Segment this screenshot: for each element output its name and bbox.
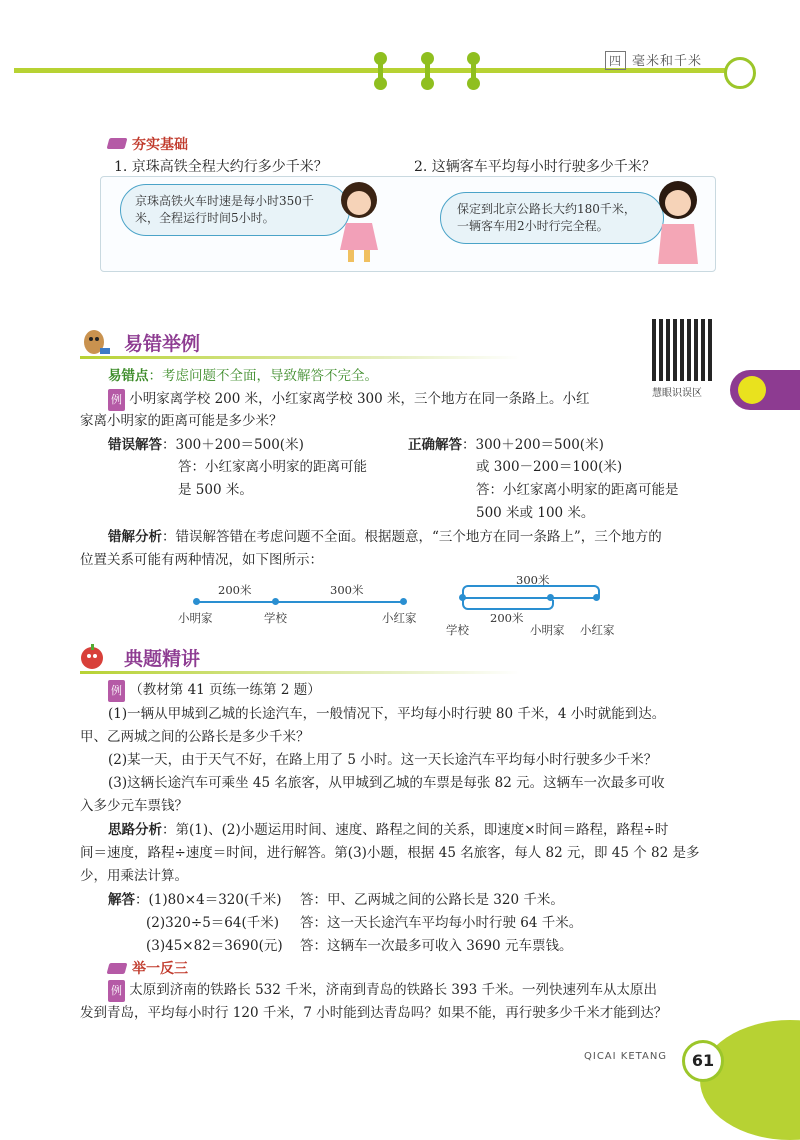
footer-brand: QICAI KETANG — [584, 1051, 668, 1062]
section-underline — [80, 671, 520, 674]
diagram2-label-3: 小红家 — [580, 623, 615, 637]
binder-pin-icon — [425, 54, 430, 88]
q1-bubble-text: 京珠高铁火车时速是每小时350千米，全程运行时间5小时。 — [135, 194, 314, 225]
typical-p3b: 入多少元车票钱？ — [80, 798, 188, 814]
mascot-logo-icon — [724, 57, 756, 89]
answer-1-calc: ：(1)80×4＝320(千米) — [135, 892, 282, 908]
diagram1-distance-2: 300米 — [330, 583, 364, 597]
chapter-heading — [605, 50, 702, 70]
typical-p3a: (3)这辆长途汽车可乘坐 45 名旅客，从甲城到乙城的车票是每张 82 元。这辆车一次最多可收 — [108, 775, 665, 791]
basics-tag: 夯实基础 — [132, 137, 188, 153]
analysis-label: 错解分析 — [108, 529, 162, 545]
right-label: 正确解答 — [408, 437, 462, 453]
diagram1-label-2: 学校 — [264, 611, 287, 625]
typical-title: 典题精讲 — [124, 648, 201, 670]
diagram2-dot — [593, 594, 600, 601]
potato-mascot-icon — [80, 328, 112, 358]
practice-text-2: 发到青岛，平均每小时行 120 千米，7 小时能到达青岛吗？如果不能，再行驶多少千米才能到达？ — [80, 1005, 668, 1021]
tag-icon — [107, 963, 128, 974]
analysis-text-2: 位置关系可能有两种情况，如下图所示： — [80, 552, 323, 568]
diagram1-distance-1: 200米 — [218, 583, 252, 597]
example-badge: 例 — [108, 389, 125, 411]
example-badge: 例 — [108, 680, 125, 702]
typical-source: （教材第 41 页练一练第 2 题） — [129, 682, 321, 698]
chapter-number: 四 — [605, 51, 626, 70]
diagram2-line — [462, 597, 596, 599]
answer-1-text: 答：甲、乙两城之间的公路长是 320 千米。 — [300, 892, 564, 908]
mistakes-title: 易错举例 — [124, 333, 201, 355]
practice-text-1: 太原到济南的铁路长 532 千米，济南到青岛的铁路长 393 千米。一列快速列车从太原出 — [129, 982, 657, 998]
example-text-1: 小明家离学校 200 米，小红家离学校 300 米，三个地方在同一条路上。小红 — [129, 391, 590, 407]
practice-tag: 举一反三 — [132, 961, 188, 977]
right-answer-1: 答：小红家离小明家的距离可能是 — [476, 482, 679, 498]
binder-pin-icon — [378, 54, 383, 88]
binder-pin-icon — [471, 54, 476, 88]
right-calc-1: ：300＋200＝500(米) — [462, 437, 604, 453]
q2-bubble-text: 保定到北京公路长大约180千米，一辆客车用2小时行完全程。 — [457, 202, 636, 233]
example-text-2: 家离小明家的距离可能是多少米？ — [80, 413, 283, 429]
chapter-title: 毫米和千米 — [632, 54, 703, 69]
diagram2-brace-bottom — [462, 600, 554, 610]
wrong-label: 错误解答 — [108, 437, 162, 453]
section-underline — [80, 356, 520, 359]
right-calc-2: 或 300－200＝100(米) — [476, 459, 623, 475]
diagram1-label-3: 小红家 — [382, 611, 417, 625]
mistake-point-label: 易错点 — [108, 368, 149, 384]
question-1: 1. 京珠高铁全程大约行多少千米？ — [114, 159, 328, 175]
mistake-point-text: ：考虑问题不全面，导致解答不完全。 — [148, 368, 378, 384]
girl-illustration — [332, 178, 386, 266]
diagram1-dot — [400, 598, 407, 605]
diagram1-label-1: 小明家 — [178, 611, 213, 625]
q2-speech-bubble — [440, 192, 664, 244]
frog-mascot-icon — [738, 376, 766, 404]
q1-speech-bubble — [120, 184, 350, 236]
typical-p2: (2)某一天，由于天气不好，在路上用了 5 小时。这一天长途汽车平均每小时行驶多少千米？ — [108, 752, 658, 768]
diagram1-dot — [272, 598, 279, 605]
diagram2-label-2: 小明家 — [530, 623, 565, 637]
answer-label: 解答 — [108, 892, 135, 908]
page-number: 61 — [682, 1040, 724, 1082]
answer-3-calc: (3)45×82＝3690(元) — [146, 938, 283, 954]
typical-p1b: 甲、乙两城之间的公路长是多少千米？ — [80, 729, 310, 745]
typical-p1a: (1)一辆从甲城到乙城的长途汽车，一般情况下，平均每小时行驶 80 千米，4 小时就能到达。 — [108, 706, 666, 722]
wrong-calc: ：300＋200＝500(米) — [162, 437, 304, 453]
footer-swoosh — [700, 1020, 800, 1140]
tag-icon — [107, 138, 128, 149]
right-answer-2: 500 米或 100 米。 — [476, 505, 595, 521]
diagram2-dot — [547, 594, 554, 601]
wrong-answer-1: 答：小红家离小明家的距离可能 — [178, 459, 367, 475]
analysis-text-1: ：错误解答错在考虑问题不全面。根据题意，“三个地方在同一条路上”，三个地方的 — [162, 529, 662, 545]
diagram2-distance-1: 300米 — [516, 573, 550, 587]
diagram2-label-1: 学校 — [446, 623, 469, 637]
question-2: 2. 这辆客车平均每小时行驶多少千米？ — [414, 159, 656, 175]
diagram2-dot — [459, 594, 466, 601]
example-badge: 例 — [108, 980, 125, 1002]
answer-2-calc: (2)320÷5＝64(千米) — [146, 915, 280, 931]
answer-2-text: 答：这一天长途汽车平均每小时行驶 64 千米。 — [300, 915, 583, 931]
diagram1-line — [196, 601, 404, 603]
answer-3-text: 答：这辆车一次最多可收入 3690 元车票钱。 — [300, 938, 573, 954]
qr-code-icon[interactable] — [652, 319, 714, 381]
idea-label: 思路分析 — [108, 822, 162, 838]
wrong-answer-2: 是 500 米。 — [178, 482, 253, 498]
diagram1-dot — [193, 598, 200, 605]
idea-text-3: 少，用乘法计算。 — [80, 868, 188, 884]
idea-text-2: 间＝速度，路程÷速度＝时间，进行解答。第(3)小题，根据 45 名旅客，每人 82 元，即 45 个 82 是多 — [80, 845, 700, 861]
apple-mascot-icon — [78, 642, 108, 672]
girl-illustration-2 — [650, 176, 706, 268]
diagram2-distance-2: 200米 — [490, 611, 524, 625]
qr-caption: 慧眼识误区 — [652, 388, 702, 399]
idea-text-1: ：第(1)、(2)小题运用时间、速度、路程之间的关系，即速度×时间＝路程，路程÷时 — [162, 822, 669, 838]
